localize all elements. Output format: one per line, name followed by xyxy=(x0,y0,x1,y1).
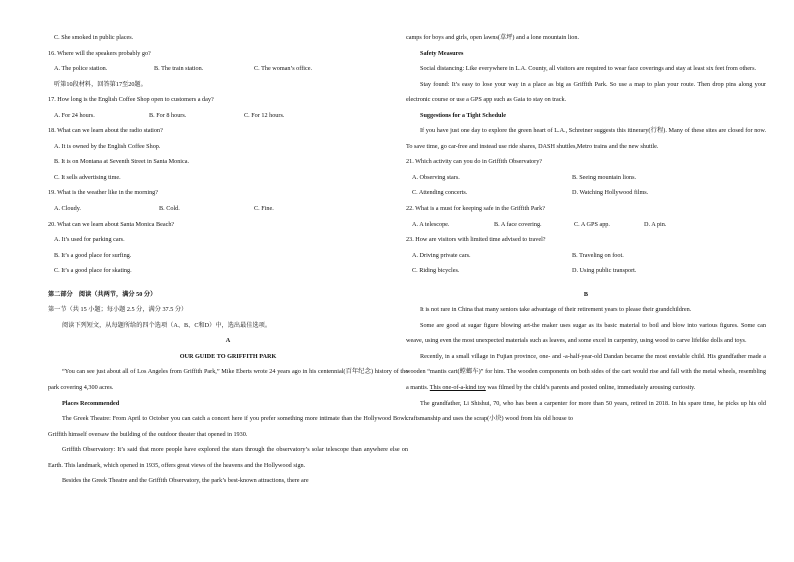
q22-option-d: D. A pin. xyxy=(644,220,667,228)
q22-option-b: B. A face covering. xyxy=(494,220,542,228)
section1-heading: 第一节（共 15 小题；每小题 2.5 分，满分 37.5 分） xyxy=(48,306,188,314)
q21-stem: 21. Which activity can you do in Griffith Observatory? xyxy=(406,158,543,166)
q16-option-b: B. The train station. xyxy=(154,65,204,73)
passage-a-label: A xyxy=(225,337,231,345)
passage-a-para4: Besides the Greek Theatre and the Griffith Observatory, the park’s best-known attractions, there are xyxy=(62,477,309,485)
q22-option-a: A. A telescope. xyxy=(412,220,450,228)
q23-option-d: D. Using public transport. xyxy=(572,267,637,275)
passage-b-para4: The grandfather, Li Shishui, 70, who has been a carpenter for more than 50 years, retired in 2018. In his spare time, he picks up his old craftsmanship and uses the scrap(小块) wood from his old house to xyxy=(406,399,766,423)
instruction-part10: 听第10段材料，回答第17至20题。 xyxy=(54,80,147,88)
q21-option-a: A. Observing stars. xyxy=(412,173,460,181)
left-column xyxy=(48,30,408,489)
passage-a-para2: The Greek Theatre: From April to October you can catch a concert here if you prefer something more intimate than the Hollywood Bowl. Griffith himself oversaw the building of the outdoor theater that opened in 1930. xyxy=(48,415,408,438)
q17-stem: 17. How long is the English Coffee Shop open to customers a day? xyxy=(48,96,214,104)
q19-option-b: B. Cold. xyxy=(159,205,180,213)
section1-instruction: 阅读下列短文，从每题所给的四个选项（A、B、C和D）中，选出最佳选项。 xyxy=(62,321,272,329)
passage-b-para3-start: Recently, in a small village in Fujian province, one- and -a-half-year-old Dandan became the most enviable child. His grandfather made a wooden “mantis cart(螳螂车)” for him. The wooden components on both sides of the cart would rise and fall with the metal wheels, resembling a mantis. xyxy=(406,352,766,392)
q16-option-c: C. The woman’s office. xyxy=(254,65,313,73)
passage-a-title: OUR GUIDE TO GRIFFITH PARK xyxy=(179,352,277,360)
q23-option-b: B. Traveling on foot. xyxy=(572,251,624,259)
q15-option-c: C. She smoked in public places. xyxy=(54,34,134,41)
q19-options xyxy=(48,201,408,217)
q18-option-c: C. It sells advertising time. xyxy=(54,173,121,181)
q23-option-c: C. Riding bicycles. xyxy=(412,267,460,275)
q18-stem: 18. What can we learn about the radio station? xyxy=(48,127,163,135)
q18-option-a: A. It is owned by the English Coffee Shop. xyxy=(54,142,161,150)
passage-b-para3 xyxy=(406,349,766,396)
q22-option-c: C. A GPS app. xyxy=(574,220,610,228)
q17-options xyxy=(48,108,408,124)
right-column xyxy=(406,30,766,427)
q21-option-c: C. Attending concerts. xyxy=(412,189,468,197)
passage-a-continued: camps for boys and girls, open lawns(草坪) and a lone mountain lion. xyxy=(406,34,580,41)
q21-options-cd xyxy=(406,185,766,201)
suggestions-para: If you have just one day to explore the green heart of L.A., Schreiner suggests this itinerary(行程). Many of these sites are closed for now. To save time, go car-free and instead use ride shares, DASH shuttles,Metro trains and the new shuttle. xyxy=(406,127,766,150)
q22-options xyxy=(406,217,766,233)
passage-b-label: B xyxy=(583,290,589,298)
suggestions-heading: Suggestions for a Tight Schedule xyxy=(420,111,506,119)
passage-a-para3: Griffith Observatory: It’s said that more people have explored the stars through the observatory’s solar telescope than anywhere else on Earth. This landmark, which opened in 1935, offers great views of the heavens and the Hollywood sign. xyxy=(48,446,408,469)
underlined-phrase: This one-of-a-kind toy xyxy=(429,384,486,392)
q18-option-b: B. It is on Montana at Seventh Street in Santa Monica. xyxy=(54,158,190,166)
q17-option-a: A. For 24 hours. xyxy=(54,111,95,119)
q23-options-cd xyxy=(406,263,766,279)
q17-option-c: C. For 12 hours. xyxy=(244,111,285,119)
passage-a-para1: “You can see just about all of Los Angeles from Griffith Park,” Mike Eberts wrote 24 years ago in his centennial(百年纪念) history of the park covering 4,300 acres. xyxy=(48,368,408,392)
part2-heading: 第二部分 阅读（共两节，满分 50 分） xyxy=(48,290,157,298)
q20-option-b: B. It’s a good place for surfing. xyxy=(54,251,132,259)
q19-option-c: C. Fine. xyxy=(254,205,274,213)
q23-options-ab xyxy=(406,248,766,264)
q16-options xyxy=(48,61,408,77)
places-heading: Places Recommended xyxy=(62,399,120,407)
q23-option-a: A. Driving private cars. xyxy=(412,251,471,259)
safety-para2: Stay found: It’s easy to lose your way in a place as big as Griffith Park. So use a map to plan your route. Then drop pins along your electronic course or use a GPS app such as Gaia to stay on track. xyxy=(406,80,766,104)
q19-option-a: A. Cloudy. xyxy=(54,205,81,213)
q23-stem: 23. How are visitors with limited time advised to travel? xyxy=(406,236,546,244)
passage-b-para3-end: was filmed by the child’s parents and posted online, immediately arousing curiosity. xyxy=(485,384,696,392)
q16-stem: 16. Where will the speakers probably go? xyxy=(48,49,151,57)
q20-option-c: C. It’s a good place for skating. xyxy=(54,267,132,275)
safety-para1: Social distancing: Like everywhere in L.A. County, all visitors are required to wear face coverings and stay at least six feet from others. xyxy=(420,65,757,73)
q20-stem: 20. What can we learn about Santa Monica Beach? xyxy=(48,220,175,228)
passage-b-para1: It is not rare in China that many seniors take advantage of their retirement years to please their grandchildren. xyxy=(420,306,692,314)
q21-option-b: B. Seeing mountain lions. xyxy=(572,173,637,181)
q22-stem: 22. What is a must for keeping safe in the Griffith Park? xyxy=(406,205,545,213)
q16-option-a: A. The police station. xyxy=(54,65,108,73)
q21-option-d: D. Watching Hollywood films. xyxy=(572,189,649,197)
safety-heading: Safety Measures xyxy=(420,49,464,57)
q20-option-a: A. It’s used for parking cars. xyxy=(54,236,125,244)
q21-options-ab xyxy=(406,170,766,186)
q17-option-b: B. For 8 hours. xyxy=(149,111,187,119)
q19-stem: 19. What is the weather like in the morning? xyxy=(48,189,159,197)
passage-b-para2: Some are good at sugar figure blowing art-the maker uses sugar as its basic material to boil and blow into various figures. Some can weave, using even the most unexpected materials such as leaves, and some excel in carpentry, using wood to carve lifelike dolls and toys. xyxy=(406,321,766,345)
